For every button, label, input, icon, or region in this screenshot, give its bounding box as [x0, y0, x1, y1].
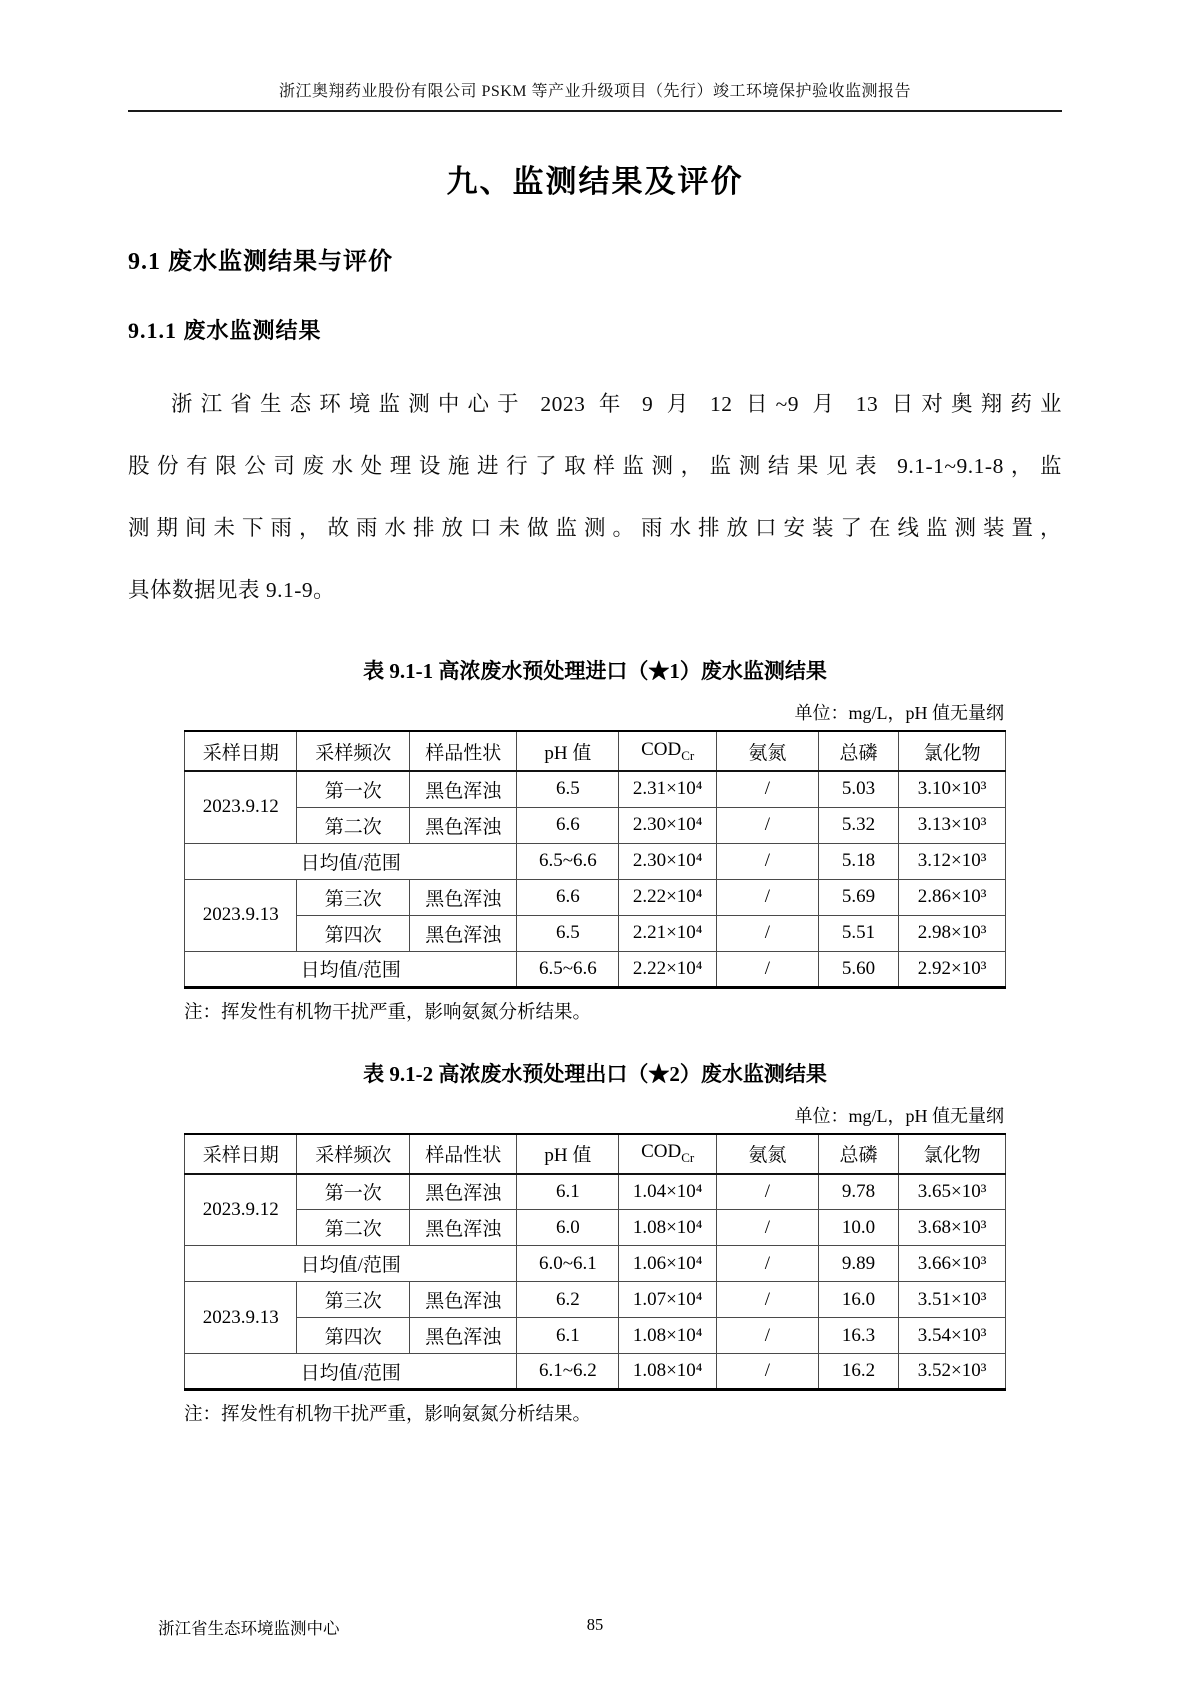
cell-freq: 第三次 — [297, 1282, 409, 1318]
cell-cod: 2.22×10⁴ — [619, 951, 717, 987]
table-row — [185, 1282, 1006, 1318]
cell-appearance: 黑色浑浊 — [409, 1282, 517, 1318]
cell-appearance: 黑色浑浊 — [409, 1318, 517, 1354]
cell-nh3n: / — [716, 843, 818, 879]
cell-chloride: 2.92×10³ — [899, 951, 1006, 987]
header-cell-freq: 采样频次 — [297, 1134, 409, 1174]
header-cell-appearance: 样品性状 — [409, 731, 517, 771]
cell-freq: 第一次 — [297, 1174, 409, 1210]
unit-note: 单位：mg/L，pH 值无量纲 — [794, 1105, 1004, 1126]
cell-appearance: 黑色浑浊 — [409, 771, 517, 807]
cell-nh3n: / — [716, 807, 818, 843]
cell-ph: 6.5 — [517, 915, 619, 951]
cell-tp: 9.89 — [818, 1246, 898, 1282]
cell-tp: 5.51 — [818, 915, 898, 951]
cell-cod: 1.07×10⁴ — [619, 1282, 717, 1318]
cell-ph: 6.0~6.1 — [517, 1246, 619, 1282]
table-title-9-1-2: 表 9.1-2 高浓废水预处理出口（★2）废水监测结果 — [363, 1061, 827, 1086]
cell-tp: 9.78 — [818, 1174, 898, 1210]
cell-daily-average-label: 日均值/范围 — [185, 1354, 517, 1390]
cell-appearance: 黑色浑浊 — [409, 879, 517, 915]
cod-label: COD — [641, 738, 682, 760]
cell-cod: 2.30×10⁴ — [619, 843, 717, 879]
cell-ph: 6.5 — [517, 771, 619, 807]
paragraph-line: 具体数据见表 9.1-9。 — [128, 578, 336, 602]
table-row — [185, 915, 1006, 951]
cell-cod: 2.30×10⁴ — [619, 807, 717, 843]
table-row — [185, 1318, 1006, 1354]
table-row-daily-average — [185, 843, 1006, 879]
header-cell-date: 采样日期 — [185, 731, 297, 771]
table-row — [185, 879, 1006, 915]
cell-tp: 5.03 — [818, 771, 898, 807]
cell-cod: 1.08×10⁴ — [619, 1210, 717, 1246]
cell-nh3n: / — [716, 771, 818, 807]
table-block-9-1-1 — [184, 655, 1006, 1024]
cell-freq: 第四次 — [297, 1318, 409, 1354]
cell-chloride: 2.86×10³ — [899, 879, 1006, 915]
cell-tp: 5.69 — [818, 879, 898, 915]
table-row — [185, 1174, 1006, 1210]
cell-tp: 5.18 — [818, 843, 898, 879]
header-cell-nh3n: 氨氮 — [716, 731, 818, 771]
table-note: 注：挥发性有机物干扰严重，影响氨氮分析结果。 — [184, 1405, 592, 1425]
cell-cod: 1.08×10⁴ — [619, 1318, 717, 1354]
header-cell-ph: pH 值 — [517, 731, 619, 771]
cell-date: 2023.9.13 — [185, 879, 297, 951]
cell-tp: 16.3 — [818, 1318, 898, 1354]
cod-subscript: Cr — [681, 747, 695, 763]
cell-ph: 6.6 — [517, 879, 619, 915]
cell-ph: 6.5~6.6 — [517, 843, 619, 879]
cell-nh3n: / — [716, 1282, 818, 1318]
header-cell-date: 采样日期 — [185, 1134, 297, 1174]
header-cell-chloride: 氯化物 — [899, 1134, 1006, 1174]
cell-date: 2023.9.13 — [185, 1282, 297, 1354]
cell-nh3n: / — [716, 1246, 818, 1282]
cell-chloride: 3.12×10³ — [899, 843, 1006, 879]
cell-chloride: 2.98×10³ — [899, 915, 1006, 951]
cell-ph: 6.0 — [517, 1210, 619, 1246]
header-cell-cod — [619, 1134, 717, 1174]
cell-chloride: 3.13×10³ — [899, 807, 1006, 843]
cell-chloride: 3.65×10³ — [899, 1174, 1006, 1210]
table-note: 注：挥发性有机物干扰严重，影响氨氮分析结果。 — [184, 1002, 592, 1023]
table-row-daily-average — [185, 1354, 1006, 1390]
cell-tp: 10.0 — [818, 1210, 898, 1246]
footer-org-name: 浙江省生态环境监测中心 — [158, 1619, 340, 1638]
cell-ph: 6.2 — [517, 1282, 619, 1318]
table-row — [185, 771, 1006, 807]
cell-nh3n: / — [716, 1210, 818, 1246]
subsection-heading: 9.1.1 废水监测结果 — [128, 318, 322, 343]
paragraph-line: 股份有限公司废水处理设施进行了取样监测，监测结果见表 9.1-1~9.1-8，监 — [128, 454, 1062, 478]
cell-daily-average-label: 日均值/范围 — [185, 1246, 517, 1282]
cod-subscript: Cr — [681, 1149, 695, 1165]
cell-date: 2023.9.12 — [185, 1174, 297, 1246]
header-cell-ph: pH 值 — [517, 1134, 619, 1174]
cell-cod: 1.04×10⁴ — [619, 1174, 717, 1210]
cell-nh3n: / — [716, 951, 818, 987]
header-cell-cod — [619, 731, 717, 771]
wastewater-table-9-1-2 — [184, 1133, 1006, 1392]
paragraph-line: 浙江省生态环境监测中心于 2023 年 9 月 12 日~9 月 13 日对奥翔药业 — [171, 392, 1062, 416]
cell-date: 2023.9.12 — [185, 771, 297, 843]
cell-ph: 6.1 — [517, 1318, 619, 1354]
cell-daily-average-label: 日均值/范围 — [185, 951, 517, 987]
cell-freq: 第四次 — [297, 915, 409, 951]
cell-cod: 2.31×10⁴ — [619, 771, 717, 807]
cell-tp: 16.0 — [818, 1282, 898, 1318]
header-cell-appearance: 样品性状 — [409, 1134, 517, 1174]
table-row — [185, 1210, 1006, 1246]
table-header-row — [185, 731, 1006, 771]
page-footer — [128, 1615, 1062, 1637]
cell-cod: 2.21×10⁴ — [619, 915, 717, 951]
cell-freq: 第一次 — [297, 771, 409, 807]
table-block-9-1-2 — [184, 1058, 1006, 1427]
table-row-daily-average — [185, 1246, 1006, 1282]
table-row — [185, 807, 1006, 843]
cell-chloride: 3.51×10³ — [899, 1282, 1006, 1318]
header-cell-freq: 采样频次 — [297, 731, 409, 771]
cell-tp: 16.2 — [818, 1354, 898, 1390]
chapter-title: 九、监测结果及评价 — [446, 164, 744, 199]
header-cell-tp: 总磷 — [818, 731, 898, 771]
cell-chloride: 3.68×10³ — [899, 1210, 1006, 1246]
cell-tp: 5.32 — [818, 807, 898, 843]
cell-appearance: 黑色浑浊 — [409, 915, 517, 951]
cell-appearance: 黑色浑浊 — [409, 807, 517, 843]
body-paragraph — [128, 373, 1062, 621]
cell-chloride: 3.52×10³ — [899, 1354, 1006, 1390]
cell-appearance: 黑色浑浊 — [409, 1210, 517, 1246]
unit-note: 单位：mg/L，pH 值无量纲 — [794, 703, 1004, 723]
table-title-9-1-1: 表 9.1-1 高浓废水预处理进口（★1）废水监测结果 — [363, 659, 827, 683]
section-heading: 9.1 废水监测结果与评价 — [128, 249, 393, 275]
cell-ph: 6.1 — [517, 1174, 619, 1210]
header-divider — [128, 110, 1062, 112]
cell-nh3n: / — [716, 1354, 818, 1390]
cell-chloride: 3.66×10³ — [899, 1246, 1006, 1282]
cell-ph: 6.1~6.2 — [517, 1354, 619, 1390]
header-cell-nh3n: 氨氮 — [716, 1134, 818, 1174]
cell-cod: 1.08×10⁴ — [619, 1354, 717, 1390]
cell-nh3n: / — [716, 1174, 818, 1210]
cell-cod: 2.22×10⁴ — [619, 879, 717, 915]
cell-appearance: 黑色浑浊 — [409, 1174, 517, 1210]
cell-nh3n: / — [716, 915, 818, 951]
table-header-row — [185, 1134, 1006, 1174]
cell-ph: 6.6 — [517, 807, 619, 843]
header-cell-tp: 总磷 — [818, 1134, 898, 1174]
cell-chloride: 3.10×10³ — [899, 771, 1006, 807]
cell-tp: 5.60 — [818, 951, 898, 987]
header-cell-chloride: 氯化物 — [899, 731, 1006, 771]
cell-nh3n: / — [716, 879, 818, 915]
page-header-title: 浙江奥翔药业股份有限公司 PSKM 等产业升级项目（先行）竣工环境保护验收监测报告 — [278, 83, 912, 100]
cell-chloride: 3.54×10³ — [899, 1318, 1006, 1354]
cod-label: COD — [641, 1141, 682, 1163]
cell-cod: 1.06×10⁴ — [619, 1246, 717, 1282]
cell-freq: 第二次 — [297, 1210, 409, 1246]
footer-page-number: 85 — [586, 1615, 604, 1634]
table-row-daily-average — [185, 951, 1006, 987]
wastewater-table-9-1-1 — [184, 730, 1006, 989]
cell-nh3n: / — [716, 1318, 818, 1354]
paragraph-line: 测期间未下雨，故雨水排放口未做监测。雨水排放口安装了在线监测装置， — [128, 516, 1062, 540]
cell-ph: 6.5~6.6 — [517, 951, 619, 987]
cell-daily-average-label: 日均值/范围 — [185, 843, 517, 879]
cell-freq: 第三次 — [297, 879, 409, 915]
cell-freq: 第二次 — [297, 807, 409, 843]
